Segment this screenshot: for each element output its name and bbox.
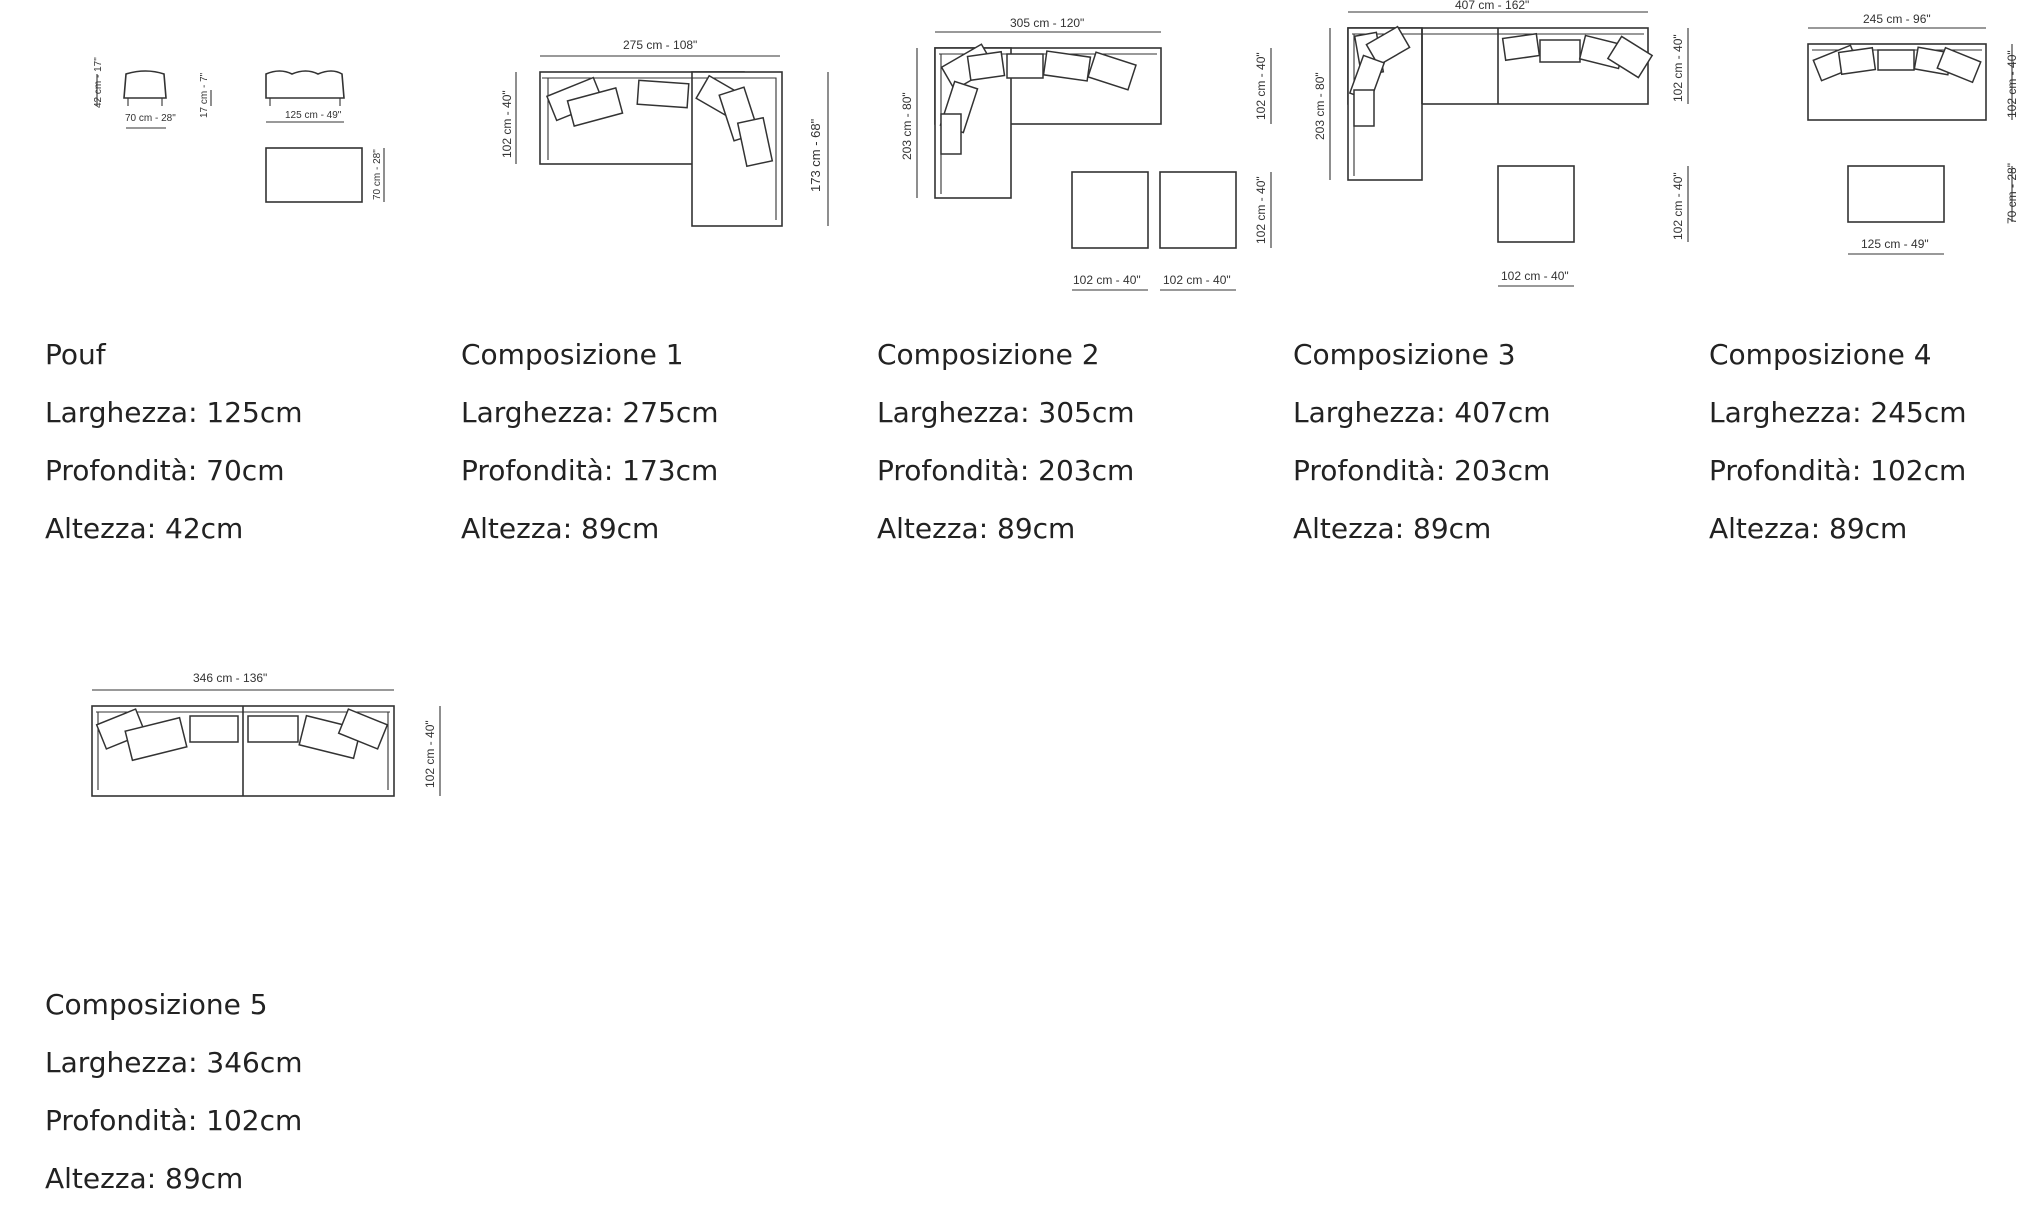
- pouf-side-width-label: 70 cm - 28": [125, 113, 176, 124]
- comp3-width-label: 407 cm - 162": [1455, 0, 1530, 12]
- product-name: Composizione 4: [1709, 338, 1932, 371]
- comp2-depth-label: 203 cm - 80": [900, 92, 914, 160]
- product-spec-composizione-5: [45, 976, 303, 1208]
- product-name: Pouf: [45, 338, 106, 371]
- product-height: Altezza: 89cm: [1293, 512, 1492, 545]
- comp1-seat-depth-label: 102 cm - 40": [500, 90, 514, 158]
- composizione-3-diagram: [1300, 0, 1720, 290]
- pouf-front-view: [266, 71, 344, 106]
- product-width: Larghezza: 407cm: [1293, 396, 1551, 429]
- composizione-1-diagram: [490, 30, 840, 240]
- comp4-pouf-width-label: 125 cm - 49": [1861, 237, 1929, 251]
- product-height: Altezza: 89cm: [461, 512, 660, 545]
- product-height: Altezza: 42cm: [45, 512, 244, 545]
- comp2-width-label: 305 cm - 120": [1010, 16, 1085, 30]
- product-width: Larghezza: 125cm: [45, 396, 303, 429]
- pouf-side-height-label: 42 cm - 17": [93, 57, 104, 108]
- product-width: Larghezza: 346cm: [45, 1046, 303, 1079]
- comp3-seat-depth-label: 102 cm - 40": [1671, 34, 1685, 102]
- composizione-5-diagram: [80, 660, 460, 810]
- product-height: Altezza: 89cm: [877, 512, 1076, 545]
- comp5-seat-depth-label: 102 cm - 40": [423, 720, 437, 788]
- comp1-total-depth-label: 173 cm - 68": [808, 118, 823, 192]
- pouf-leg-height-label: 17 cm - 7": [199, 72, 210, 118]
- comp2-pouf-1: [1072, 172, 1148, 248]
- product-spec-composizione-1: [461, 326, 719, 558]
- comp5-width-label: 346 cm - 136": [193, 671, 268, 685]
- pouf-side-view: [124, 71, 166, 106]
- product-depth: Profondità: 173cm: [461, 454, 719, 487]
- product-spec-composizione-3: [1293, 326, 1551, 558]
- comp2-pouf-width-label-1: 102 cm - 40": [1073, 273, 1141, 287]
- pouf-top-depth-label: 70 cm - 28": [372, 149, 383, 200]
- comp1-sofa: [540, 72, 782, 226]
- comp5-sofa: [92, 706, 394, 796]
- composizione-2-diagram: [895, 10, 1285, 300]
- product-name: Composizione 2: [877, 338, 1100, 371]
- comp4-seat-depth-label: 102 cm - 40": [2005, 50, 2019, 118]
- comp4-sofa: [1808, 44, 1986, 120]
- product-width: Larghezza: 275cm: [461, 396, 719, 429]
- product-spec-pouf: [45, 326, 303, 558]
- comp4-pouf-depth-label: 70 cm - 28": [2005, 163, 2019, 224]
- product-name: Composizione 1: [461, 338, 684, 371]
- pouf-diagram: [80, 40, 420, 220]
- comp3-sofa: [1348, 27, 1652, 180]
- product-depth: Profondità: 102cm: [1709, 454, 1967, 487]
- product-depth: Profondità: 70cm: [45, 454, 285, 487]
- comp4-width-label: 245 cm - 96": [1863, 12, 1931, 26]
- product-width: Larghezza: 245cm: [1709, 396, 1967, 429]
- comp2-pouf-depth-label: 102 cm - 40": [1254, 176, 1268, 244]
- product-spec-composizione-4: [1709, 326, 1967, 558]
- comp2-pouf-width-label-2: 102 cm - 40": [1163, 273, 1231, 287]
- product-name: Composizione 3: [1293, 338, 1516, 371]
- comp3-pouf-width-label: 102 cm - 40": [1501, 269, 1569, 283]
- comp2-seat-depth-label: 102 cm - 40": [1254, 52, 1268, 120]
- product-height: Altezza: 89cm: [45, 1162, 244, 1195]
- comp4-pouf: [1848, 166, 1944, 222]
- comp2-pouf-2: [1160, 172, 1236, 248]
- composizione-4-diagram: [1790, 10, 2026, 260]
- product-name: Composizione 5: [45, 988, 268, 1021]
- product-depth: Profondità: 203cm: [877, 454, 1135, 487]
- pouf-front-width-label: 125 cm - 49": [285, 110, 342, 121]
- product-depth: Profondità: 203cm: [1293, 454, 1551, 487]
- comp1-width-label: 275 cm - 108": [623, 38, 698, 52]
- pouf-top-view: [266, 148, 362, 202]
- product-depth: Profondità: 102cm: [45, 1104, 303, 1137]
- comp3-depth-label: 203 cm - 80": [1313, 72, 1327, 140]
- product-spec-composizione-2: [877, 326, 1135, 558]
- comp3-pouf: [1498, 166, 1574, 242]
- product-width: Larghezza: 305cm: [877, 396, 1135, 429]
- product-height: Altezza: 89cm: [1709, 512, 1908, 545]
- comp3-pouf-depth-label: 102 cm - 40": [1671, 172, 1685, 240]
